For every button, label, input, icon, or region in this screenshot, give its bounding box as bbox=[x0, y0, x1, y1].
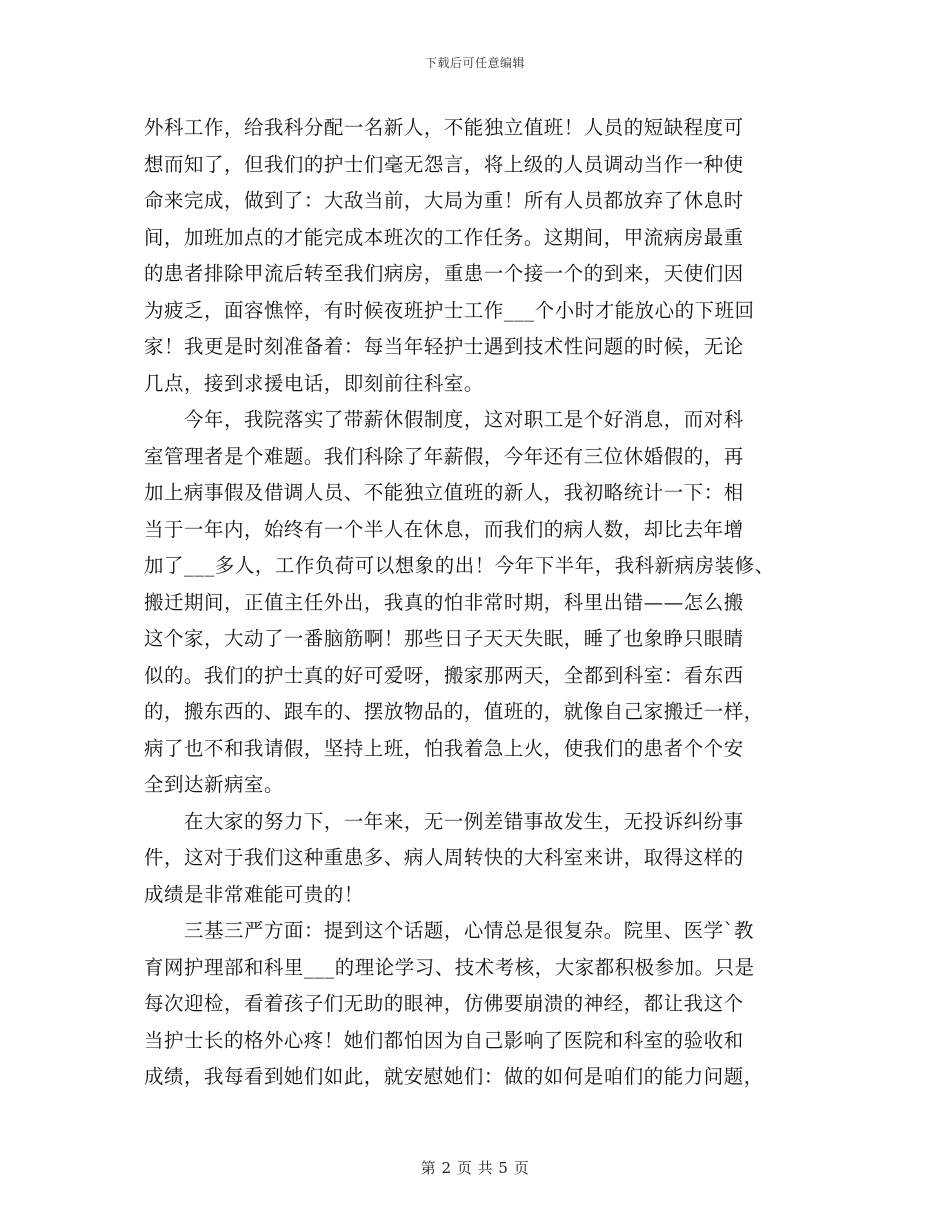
text-line: 搬迁期间，正值主任外出，我真的怕非常时期，科里出错——怎么搬 bbox=[144, 590, 744, 614]
text-line: 成绩是非常难能可贵的！ bbox=[144, 882, 364, 906]
text-line: 命来完成，做到了：大敌当前，大局为重！所有人员都放弃了休息时 bbox=[144, 189, 744, 212]
paragraph-start-line: 在大家的努力下，一年来，无一例差错事故发生，无投诉纠纷事 bbox=[184, 809, 744, 833]
text-line: 加上病事假及借调人员、不能独立值班的新人，我初略统计一下：相 bbox=[144, 481, 744, 504]
text-line: 病了也不和我请假，坚持上班，怕我着急上火，使我们的患者个个安 bbox=[144, 736, 744, 760]
text-line: 室管理者是个难题。我们科除了年薪假，今年还有三位休婚假的，再 bbox=[144, 444, 744, 468]
text-line: 家！我更是时刻准备着：每当年轻护士遇到技术性问题的时候，无论 bbox=[144, 335, 744, 358]
body-text bbox=[144, 110, 824, 1096]
text-line: 似的。我们的护士真的好可爱呀，搬家那两天，全都到科室：看东西 bbox=[144, 663, 744, 687]
text-line: 几点，接到求援电话，即刻前往科室。 bbox=[144, 371, 484, 395]
text-line: 每次迎检，看着孩子们无助的眼神，仿佛要崩溃的神经，都让我这个 bbox=[144, 992, 744, 1015]
text-line: 为疲乏，面容憔悴，有时候夜班护士工作___个小时才能放心的下班回 bbox=[144, 298, 755, 322]
paragraph-start-line: 今年，我院落实了带薪休假制度，这对职工是个好消息，而对科 bbox=[184, 408, 744, 431]
text-line: 想而知了，但我们的护士们毫无怨言，将上级的人员调动当作一种使 bbox=[144, 152, 744, 176]
text-line: 加了___多人，工作负荷可以想象的出！今年下半年，我科新病房装修、 bbox=[144, 554, 775, 577]
page-header: 下载后可任意编辑 bbox=[424, 56, 525, 70]
text-line: 的，搬东西的、跟车的、摆放物品的，值班的，就像自己家搬迁一样， bbox=[144, 700, 764, 723]
text-line: 间，加班加点的才能完成本班次的工作任务。这期间，甲流病房最重 bbox=[144, 225, 744, 249]
text-line: 成绩，我每看到她们如此，就安慰她们：做的如何是咱们的能力问题， bbox=[144, 1065, 764, 1088]
text-line: 的患者排除甲流后转至我们病房，重患一个接一个的到来，天使们因 bbox=[144, 262, 744, 285]
text-line: 件，这对于我们这种重患多、病人周转快的大科室来讲，取得这样的 bbox=[144, 846, 744, 869]
text-line: 外科工作，给我科分配一名新人，不能独立值班！人员的短缺程度可 bbox=[144, 116, 744, 139]
text-line: 这个家，大动了一番脑筋啊！那些日子天天失眠，睡了也象睁只眼睛 bbox=[144, 627, 744, 650]
text-line: 育网护理部和科里___的理论学习、技术考核，大家都积极参加。只是 bbox=[144, 955, 755, 979]
text-line: 当于一年内，始终有一个半人在休息，而我们的病人数，却比去年增 bbox=[144, 517, 744, 541]
page-number: 第 2 页 共 5 页 bbox=[420, 1159, 530, 1177]
paragraph-start-line: 三基三严方面：提到这个话题，心情总是很复杂。院里、医学`教 bbox=[184, 919, 755, 942]
text-line: 当护士长的格外心疼！她们都怕因为自己影响了医院和科室的验收和 bbox=[144, 1028, 744, 1052]
text-line: 全到达新病室。 bbox=[144, 773, 284, 796]
